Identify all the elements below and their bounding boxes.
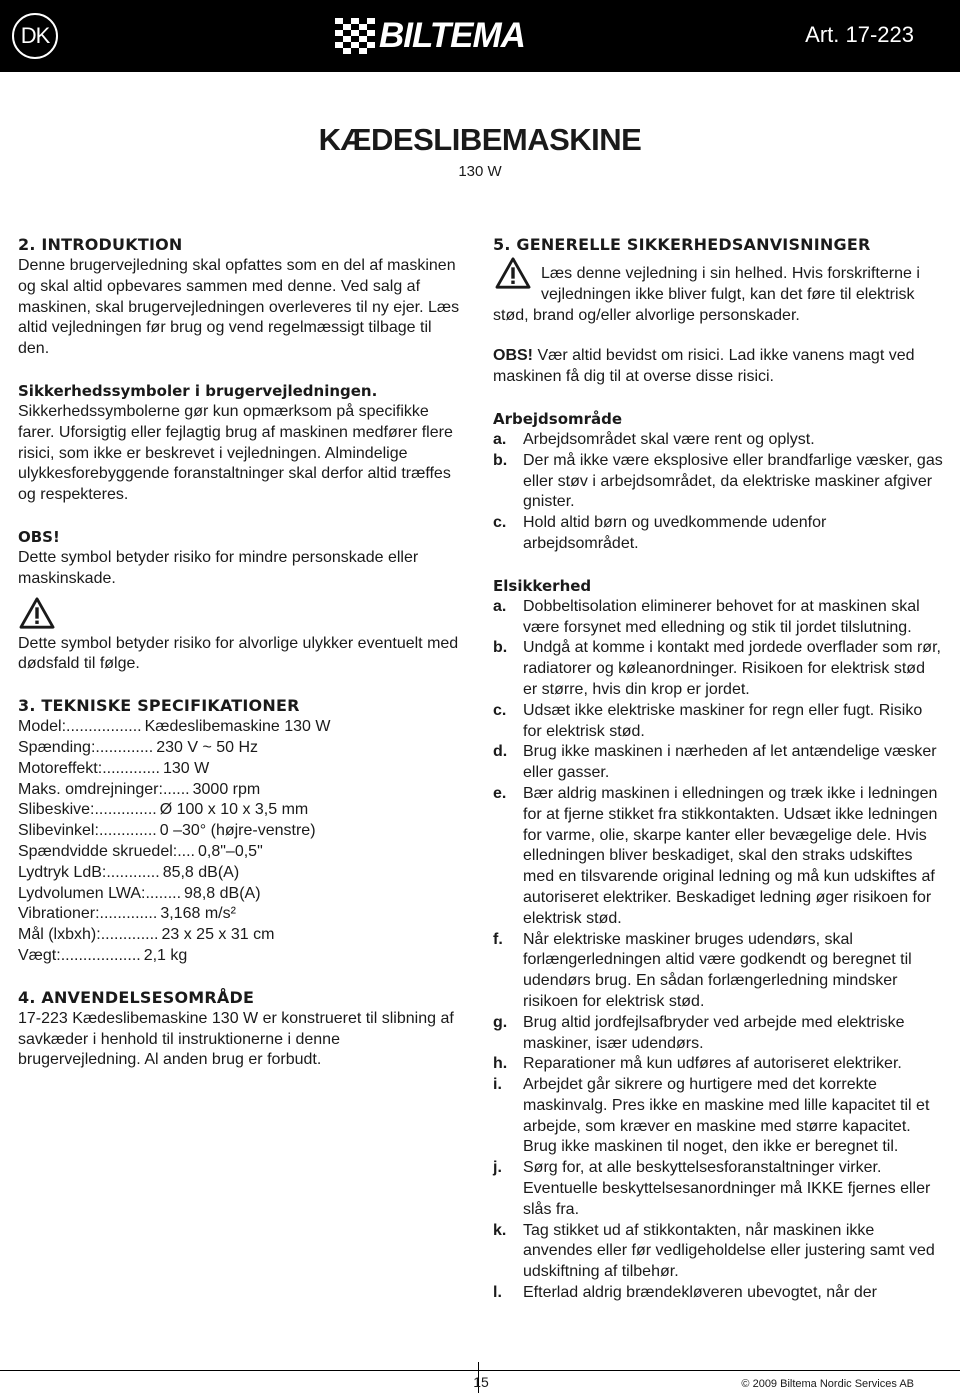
spec-dots: .............	[102, 759, 160, 777]
spec-dots: ......	[162, 780, 190, 798]
list-item	[493, 1283, 943, 1304]
copyright: © 2009 Biltema Nordic Services AB	[741, 1378, 914, 1390]
list-item	[493, 1158, 943, 1220]
spec-label: Slibeskive:	[18, 801, 95, 819]
spec-dots: ....	[177, 842, 195, 860]
header-bar	[0, 0, 960, 72]
left-column	[18, 234, 463, 1071]
list-item	[493, 430, 943, 451]
specs-list	[18, 717, 463, 967]
list-text: Der må ikke være eksplosive eller brandfarlige væsker, gas eller støv i arbejdsområdet, da elektriske maskiner afgiver gnister.	[523, 451, 943, 511]
list-letter: l.	[493, 1284, 502, 1302]
spec-label: Spændvidde skruedel:	[18, 842, 178, 860]
footer-divider	[0, 1370, 960, 1371]
spec-label: Maks. omdrejninger:	[18, 780, 163, 798]
warning-triangle-icon	[18, 596, 56, 630]
spec-label: Motoreffekt:	[18, 759, 103, 777]
spec-row	[18, 842, 463, 863]
brand-logo	[335, 16, 525, 56]
checkered-flag-icon	[335, 18, 375, 54]
list-item	[493, 1054, 943, 1075]
list-item	[493, 451, 943, 513]
spec-dots: .............	[99, 905, 158, 923]
elec-list	[493, 597, 943, 1304]
spec-dots: .............	[98, 822, 157, 840]
list-item	[493, 1075, 943, 1158]
right-column	[493, 234, 943, 1304]
right-obs	[493, 346, 943, 388]
usage-heading: 4. ANVENDELSESOMRÅDE	[18, 987, 255, 1007]
spec-dots: ............	[106, 863, 160, 881]
spec-row	[18, 759, 463, 780]
spec-row	[18, 925, 463, 946]
spec-value: 85,8 dB(A)	[162, 863, 240, 881]
list-text: Brug altid jordfejlsafbryder ved arbejde med elektriske maskiner, især udendørs.	[523, 1013, 905, 1052]
list-letter: c.	[493, 701, 507, 719]
spec-value: Kædeslibemaskine 130 W	[144, 718, 331, 736]
list-letter: j.	[493, 1159, 502, 1177]
work-list	[493, 430, 943, 555]
intro-text: Denne brugervejledning skal opfattes som en del af maskinen og skal altid opbevares sammen med denne. Ved salg af maskinen, skal brugervejledningen overleveres til ny ejer. Læs altid vejledningen før brug og vend regelmæssigt tilbage til den.	[18, 257, 460, 358]
spec-value: 3000 rpm	[192, 780, 261, 798]
safety-heading: 5. GENERELLE SIKKERHEDSANVISNINGER	[493, 235, 871, 254]
list-text: Reparationer må kun udføres af autoriseret elektriker.	[523, 1055, 902, 1073]
list-letter: e.	[493, 784, 507, 802]
spec-value: Ø 100 x 10 x 3,5 mm	[159, 801, 309, 819]
list-item	[493, 930, 943, 1013]
list-text: Dobbeltisolation eliminerer behovet for at maskinen skal være forsynet med elledning og stik til jordet tilslutning.	[523, 597, 920, 636]
list-letter: a.	[493, 597, 507, 615]
safety-text: Læs denne vejledning i sin helhed. Hvis forskrifterne i vejledningen ikke bliver fulgt, kan det føre til elektrisk stød, brand og/eller alvorlige personskader.	[493, 265, 920, 324]
brand-name: BILTEMA	[379, 16, 525, 55]
spec-value: 130 W	[162, 759, 210, 777]
spec-dots: .................	[66, 718, 142, 736]
obs-text: Dette symbol betyder risiko for mindre personskade eller maskinskade.	[18, 548, 419, 587]
symbols-text: Sikkerhedssymbolerne gør kun opmærksom på specifikke farer. Uforsigtig eller fejlagtig brug af maskinen medfører flere risici, som ikke er beskrevet i vejledningen. Almindelige ulykkesforebyggende foranstaltninger skal derfor altid træffes og respekteres.	[18, 402, 453, 504]
list-text: Hold altid børn og uvedkommende udenfor arbejdsområdet.	[523, 514, 827, 552]
list-letter: b.	[493, 639, 508, 657]
right-obs-label: OBS!	[493, 347, 533, 365]
article-number: Art. 17-223	[805, 22, 914, 47]
spec-value: 2,1 kg	[143, 946, 188, 964]
warning-triangle-icon	[493, 256, 533, 290]
elec-heading: Elsikkerhed	[493, 576, 592, 595]
list-text: Brug ikke maskinen i nærheden af let antændelige væsker eller gasser.	[523, 743, 937, 782]
spec-value: 23 x 25 x 31 cm	[161, 926, 275, 944]
spec-label: Spænding:	[18, 738, 96, 756]
right-obs-text: Vær altid bevidst om risici. Lad ikke vanens magt ved maskinen få dig til at overse disse risici.	[493, 347, 915, 386]
specs-heading: 3. TEKNISKE SPECIFIKATIONER	[18, 696, 300, 716]
spec-label: Lydvolumen LWA:	[18, 884, 146, 902]
list-text: Arbejdet går sikrere og hurtigere med det korrekte maskinvalg. Pres ikke en maskine med lille kapacitet til et arbejde, som kræver en maskine med større kapacitet. Brug ikke maskinen til noget, den ikke er beregnet til.	[523, 1076, 930, 1156]
spec-row	[18, 800, 463, 821]
spec-label: Slibevinkel:	[18, 822, 99, 840]
list-item	[493, 597, 943, 639]
list-item	[493, 1221, 943, 1283]
obs-label: OBS!	[18, 527, 60, 546]
spec-label: Lydtryk LdB:	[18, 863, 107, 881]
list-text: Sørg for, at alle beskyttelsesforanstaltninger virker. Eventuelle beskyttelsesanordninger må IKKE fjernes eller slås fra.	[523, 1159, 931, 1218]
list-letter: c.	[493, 514, 507, 532]
list-text: Efterlad aldrig brændekløveren ubevogtet, når der	[523, 1284, 877, 1302]
list-item	[493, 513, 943, 555]
safety-paragraph	[493, 256, 943, 326]
list-letter: a.	[493, 430, 507, 448]
list-letter: i.	[493, 1076, 502, 1094]
spec-row	[18, 821, 463, 842]
list-item	[493, 784, 943, 930]
spec-row	[18, 946, 463, 967]
spec-value: 0,8"–0,5"	[198, 842, 263, 860]
work-heading: Arbejdsområde	[493, 409, 623, 428]
spec-dots: ........	[145, 884, 182, 902]
warning-text: Dette symbol betyder risiko for alvorlige ulykker eventuelt med dødsfald til følge.	[18, 634, 459, 673]
list-text: Bær aldrig maskinen i elledningen og træk ikke i ledningen for at fjerne stikket fra stikkontakten. Udsæt ikke ledningen for varme, olie, skarpe kanter eller bevægelige dele. Hvis elledningen bliver beskadiget, skal den straks udskiftes med en tilsvarende original ledning og må kun udskiftes af autoriseret elektriker. Beskadiget ledning øger risikoen for elektrisk stød.	[523, 784, 938, 927]
list-letter: f.	[493, 930, 503, 948]
list-text: Arbejdsområdet skal være rent og oplyst.	[523, 430, 815, 448]
spec-value: 230 V ~ 50 Hz	[156, 738, 259, 756]
spec-row	[18, 738, 463, 759]
list-item	[493, 1013, 943, 1055]
list-letter: d.	[493, 743, 508, 761]
spec-label: Vægt:	[18, 946, 61, 964]
list-letter: b.	[493, 451, 508, 469]
spec-row	[18, 717, 463, 738]
list-text: Udsæt ikke elektriske maskiner for regn eller fugt. Risiko for elektrisk stød.	[523, 701, 923, 740]
list-letter: k.	[493, 1221, 507, 1239]
spec-row	[18, 884, 463, 905]
spec-label: Model:	[18, 718, 67, 736]
spec-value: 3,168 m/s²	[160, 905, 236, 923]
list-letter: g.	[493, 1013, 508, 1031]
spec-value: 0 –30° (højre-venstre)	[159, 822, 316, 840]
country-badge: DK	[12, 13, 58, 59]
list-letter: h.	[493, 1055, 508, 1073]
spec-row	[18, 904, 463, 925]
spec-label: Mål (lxbxh):	[18, 926, 101, 944]
spec-dots: .............	[100, 926, 159, 944]
list-text: Undgå at komme i kontakt med jordede overflader som rør, radiatorer og køleanordninger. Risikoen for elektrisk stød er større, hvis din krop er jordet.	[523, 639, 941, 698]
list-item	[493, 701, 943, 743]
spec-row	[18, 780, 463, 801]
list-item	[493, 742, 943, 784]
symbols-heading: Sikkerhedssymboler i brugervejledningen.	[18, 381, 378, 400]
list-item	[493, 638, 943, 700]
page-subtitle: 130 W	[458, 163, 502, 180]
usage-text: 17-223 Kædeslibemaskine 130 W er konstrueret til slibning af savkæder i henhold til instruktionerne i denne brugervejledning. Al anden brug er forbudt.	[18, 1009, 454, 1069]
spec-dots: .............	[95, 738, 154, 756]
list-text: Når elektriske maskiner bruges udendørs, skal forlængerledningen altid være godkendt og beregnet til udendørs brug. En sådan forlængerledning mindsker risikoen for elektrisk stød.	[523, 930, 912, 1010]
list-text: Tag stikket ud af stikkontakten, når maskinen ikke anvendes eller før vedligeholdelse eller justering samt ved udskiftning af tilbehør.	[523, 1221, 935, 1281]
page-title: KÆDESLIBEMASKINE	[318, 122, 642, 157]
spec-label: Vibrationer:	[18, 905, 100, 923]
page-number: 15	[473, 1374, 489, 1390]
spec-value: 98,8 dB(A)	[184, 884, 261, 902]
spec-dots: ..................	[60, 946, 141, 964]
spec-dots: ..............	[94, 801, 157, 819]
intro-heading: 2. INTRODUKTION	[18, 235, 183, 254]
spec-row	[18, 863, 463, 884]
